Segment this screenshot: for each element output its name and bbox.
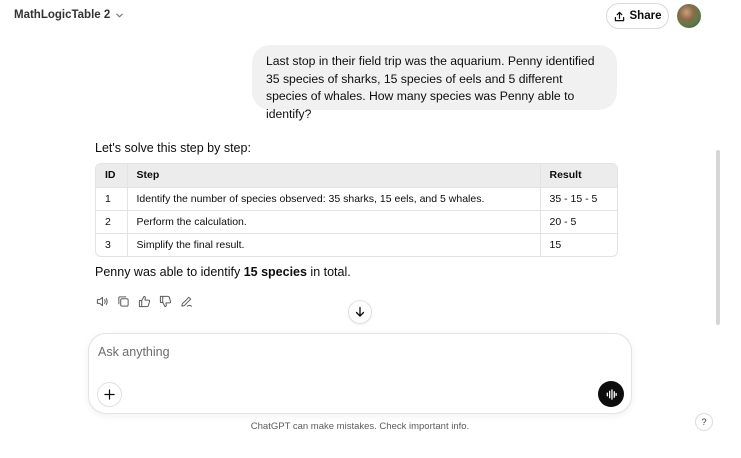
edit-in-canvas-button[interactable] xyxy=(179,294,194,309)
share-button[interactable] xyxy=(606,3,669,29)
summary-prefix: Penny was able to identify xyxy=(95,265,244,279)
thumbs-up-icon xyxy=(138,295,151,308)
table-row xyxy=(96,187,617,210)
read-aloud-button[interactable] xyxy=(95,294,110,309)
cell-id: 2 xyxy=(96,210,127,233)
avatar[interactable] xyxy=(677,4,701,28)
cell-id: 3 xyxy=(96,233,127,256)
table-header-row xyxy=(96,164,617,187)
message-actions xyxy=(95,294,194,309)
cell-result: 35 - 15 - 5 xyxy=(540,187,617,210)
user-message: Last stop in their field trip was the aquarium. Penny identified 35 species of sharks, 15 species of eels and 5 different species of whales. How many species was Penny able to identify? xyxy=(252,45,617,110)
column-header-step: Step xyxy=(127,164,540,187)
disclaimer: ChatGPT can make mistakes. Check important info. xyxy=(250,421,470,432)
good-response-button[interactable] xyxy=(137,294,152,309)
cell-result: 20 - 5 xyxy=(540,210,617,233)
top-bar xyxy=(0,0,741,34)
attach-button[interactable] xyxy=(97,382,122,407)
cell-step: Perform the calculation. xyxy=(127,210,540,233)
prompt-input[interactable] xyxy=(98,343,578,361)
chevron-down-icon xyxy=(115,11,124,20)
cell-id: 1 xyxy=(96,187,127,210)
scroll-to-bottom-button[interactable] xyxy=(348,300,372,324)
cell-result: 15 xyxy=(549,238,562,251)
table-row xyxy=(96,210,617,233)
summary-suffix: in total. xyxy=(306,265,351,279)
plus-icon xyxy=(104,389,115,400)
copy-icon xyxy=(117,295,130,308)
cell-step: Simplify the final result. xyxy=(127,233,540,256)
steps-table xyxy=(95,163,618,257)
scrollbar[interactable] xyxy=(716,150,720,325)
arrow-down-icon xyxy=(354,306,366,318)
summary-bold: 15 species xyxy=(243,265,307,279)
help-button[interactable]: ? xyxy=(695,413,713,431)
model-selector[interactable] xyxy=(14,9,124,21)
edit-icon xyxy=(180,295,193,308)
cell-step: Identify the number of species observed: 35 sharks, 15 eels, and 5 whales. xyxy=(127,187,540,210)
share-label: Share xyxy=(629,10,662,22)
table-row xyxy=(96,233,617,256)
model-name: MathLogicTable 2 xyxy=(14,9,111,21)
voice-waveform-icon xyxy=(605,388,618,401)
speaker-icon xyxy=(96,295,109,308)
message-composer xyxy=(88,333,632,414)
assistant-intro: Let's solve this step by step: xyxy=(95,141,251,155)
assistant-summary xyxy=(95,265,351,279)
column-header-result: Result xyxy=(540,164,617,187)
voice-mode-button[interactable] xyxy=(598,381,624,407)
thumbs-down-icon xyxy=(159,295,172,308)
copy-button[interactable] xyxy=(116,294,131,309)
bad-response-button[interactable] xyxy=(158,294,173,309)
column-header-id: ID xyxy=(96,164,127,187)
share-icon xyxy=(614,11,625,22)
